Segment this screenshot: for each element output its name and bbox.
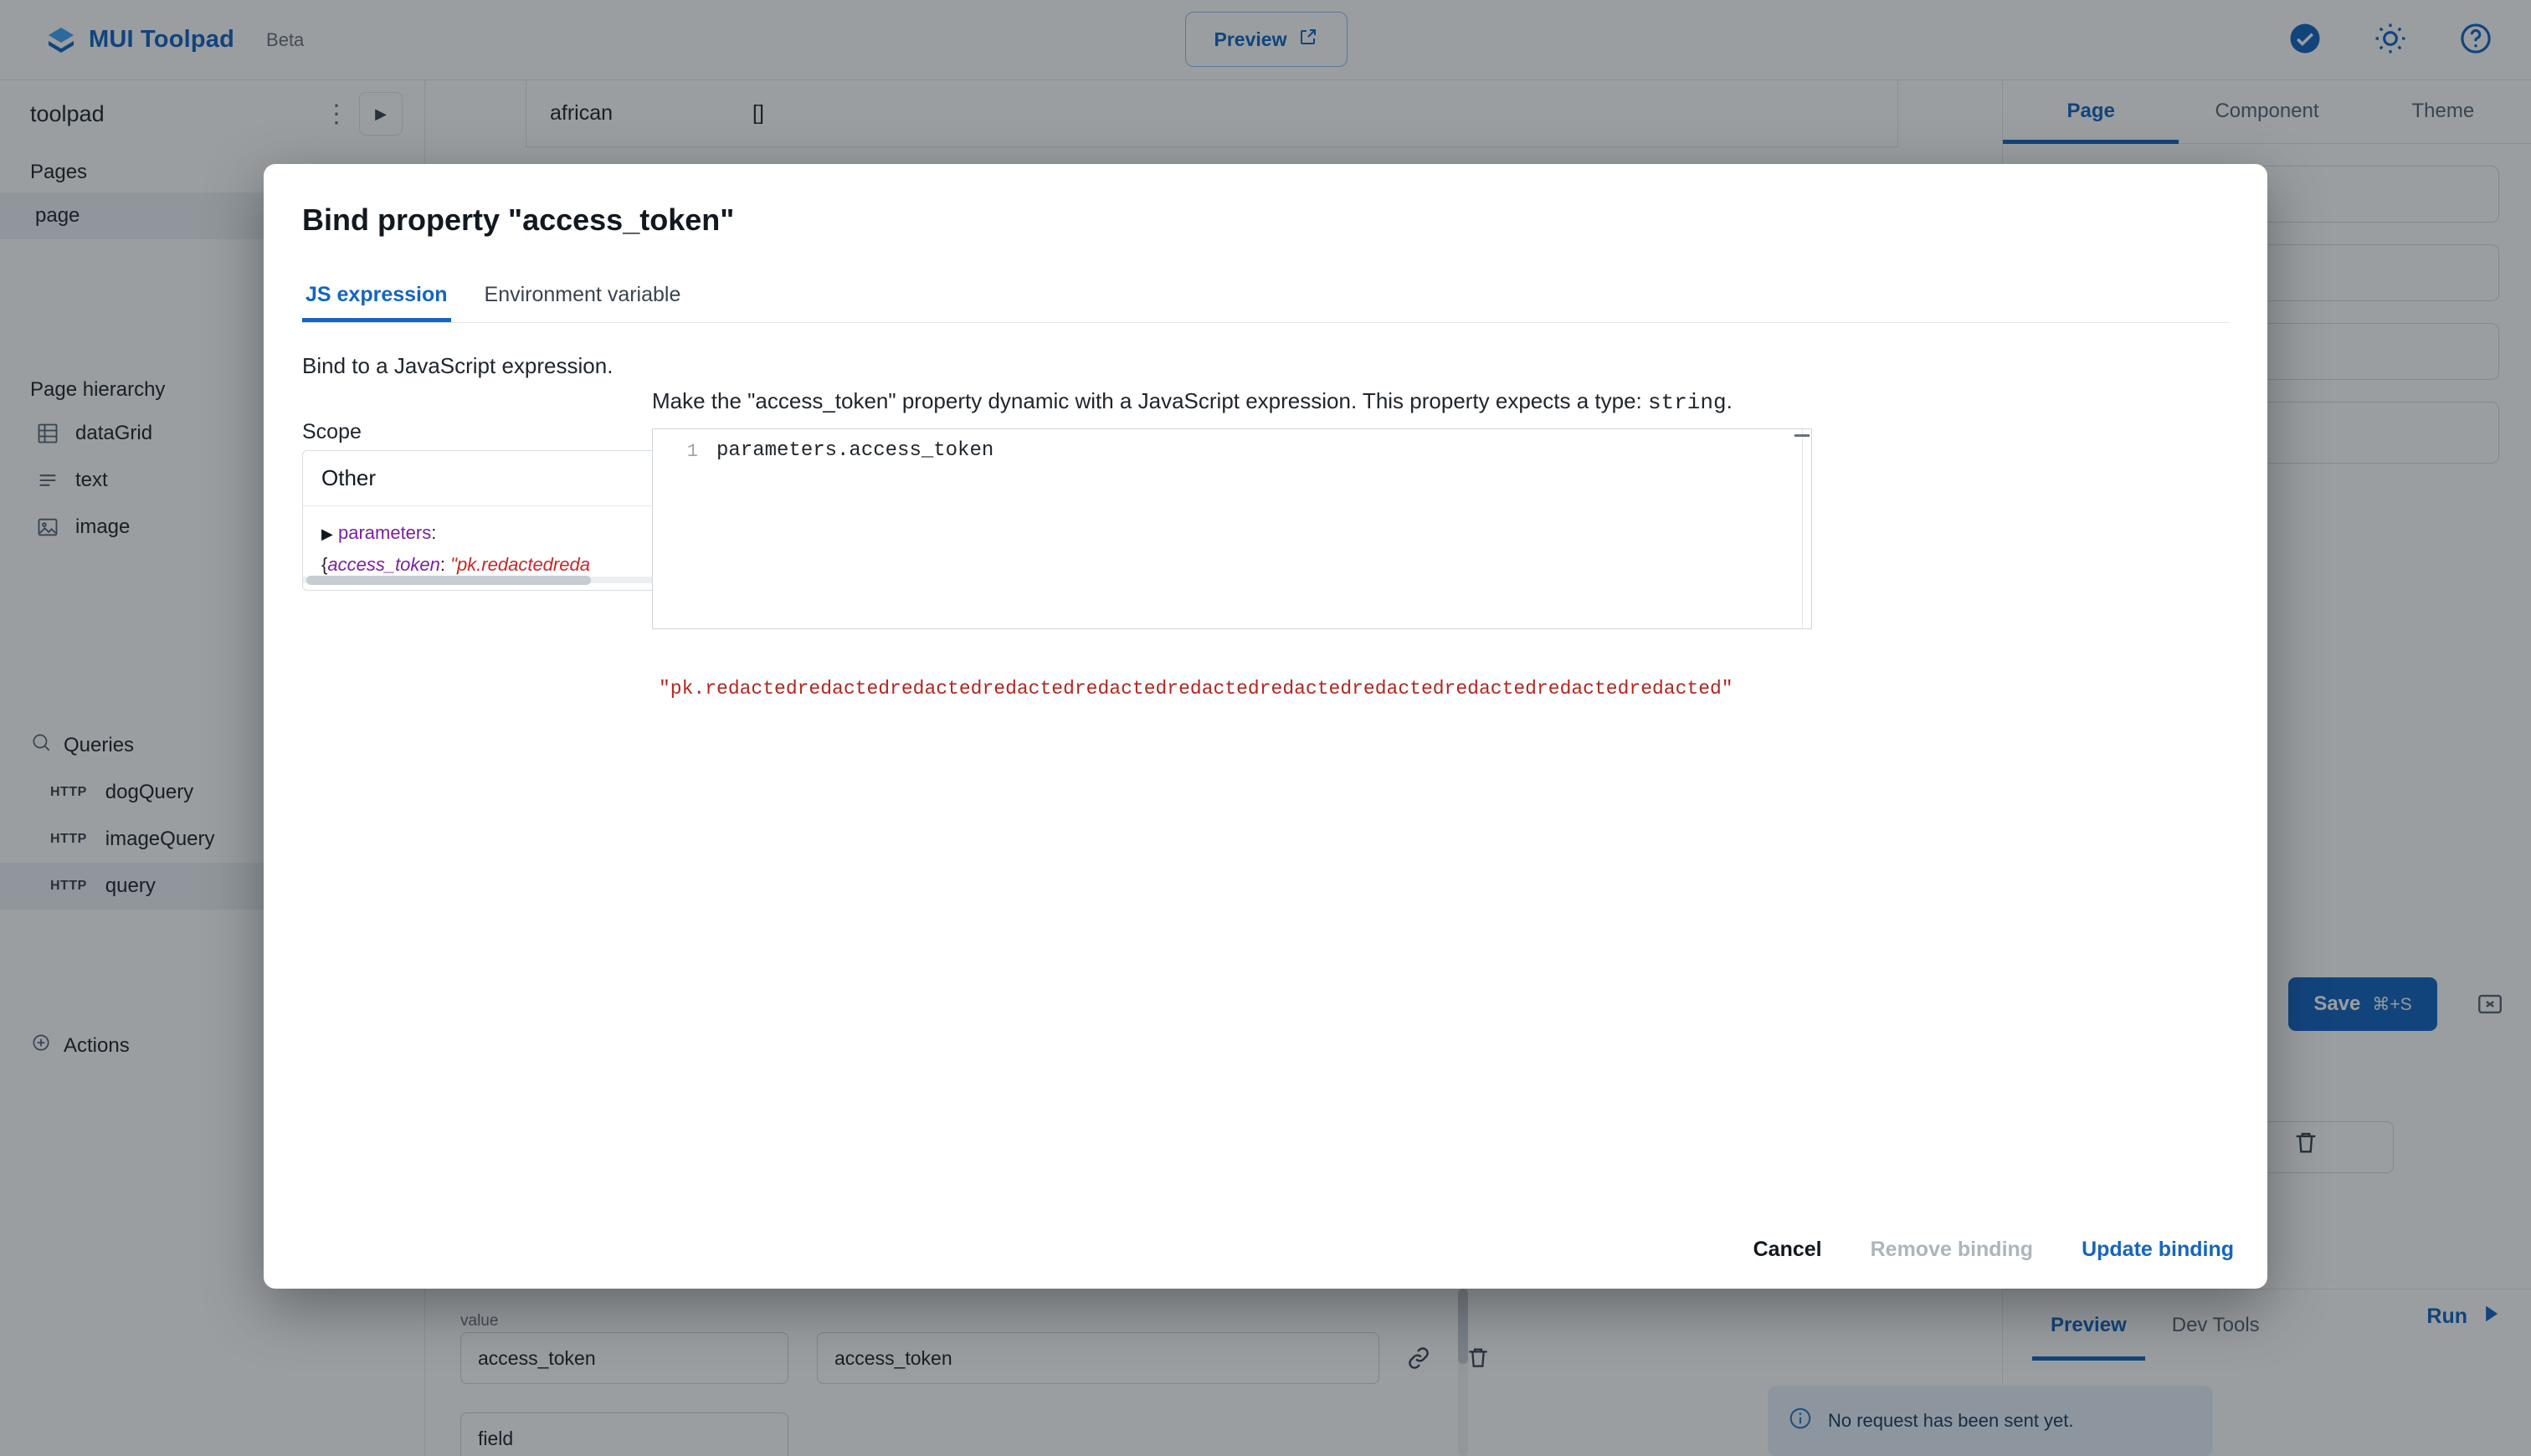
queries-label: Queries <box>64 733 135 756</box>
app-title: MUI Toolpad <box>89 26 235 53</box>
beta-badge: Beta <box>266 28 305 50</box>
query-label: dogQuery <box>105 781 194 803</box>
http-tag: HTTP <box>50 785 87 799</box>
page-hierarchy-label: Page hierarchy <box>30 378 166 401</box>
editor-resize-handle[interactable] <box>1794 434 1810 437</box>
help-type: string <box>1647 390 1727 415</box>
tab-environment-variable[interactable]: Environment variable <box>484 283 681 306</box>
preview-label: Preview <box>1214 28 1287 50</box>
update-binding-button[interactable]: Update binding <box>2082 1238 2234 1261</box>
tab-js-expression[interactable]: JS expression <box>302 283 451 322</box>
scope-sub-value: "pk.redactedreda <box>450 553 590 575</box>
editor-line-number: 1 <box>686 441 698 462</box>
expression-help-text <box>652 388 1907 415</box>
tab-theme[interactable]: Theme <box>2411 99 2475 122</box>
save-label: Save <box>2313 992 2361 1015</box>
help-prefix: Make the "access_token" property dynamic with a JavaScript expression. This property expects a type: <box>652 388 1648 413</box>
query-label: imageQuery <box>105 828 215 850</box>
hierarchy-label: image <box>75 515 131 538</box>
dialog-tabs <box>302 271 2229 323</box>
http-tag: HTTP <box>50 832 87 846</box>
scope-sub-key: access_token <box>327 553 440 575</box>
remove-binding-button[interactable]: Remove binding <box>1870 1238 2034 1261</box>
dialog-subtitle: Bind to a JavaScript expression. <box>302 353 613 378</box>
project-name: toolpad <box>30 100 105 126</box>
parameter-binding-value: access_token <box>834 1346 952 1369</box>
value-field-label: value <box>460 1312 499 1330</box>
hierarchy-label: text <box>75 469 108 491</box>
scope-label: Scope <box>302 420 362 443</box>
cancel-button[interactable]: Cancel <box>1753 1238 1822 1261</box>
dialog-actions <box>1753 1238 2234 1262</box>
more-options-icon[interactable]: ⋮ <box>324 100 351 128</box>
expand-triangle-icon[interactable]: ▶ <box>321 525 333 542</box>
editor-code[interactable]: parameters.access_token <box>716 439 994 462</box>
hierarchy-label: dataGrid <box>75 422 153 444</box>
tab-component[interactable]: Component <box>2215 99 2319 122</box>
tab-page[interactable]: Page <box>2003 80 2179 144</box>
http-tag: HTTP <box>50 879 87 893</box>
save-shortcut: ⌘+S <box>2372 994 2412 1014</box>
editor-right-rule <box>1802 429 1803 630</box>
tab-dev-tools[interactable]: Dev Tools <box>2171 1313 2260 1336</box>
scrollbar-thumb[interactable] <box>306 576 591 585</box>
js-expression-editor[interactable] <box>652 428 1812 629</box>
bind-property-dialog <box>264 164 2267 1289</box>
row-cell-value: [] <box>752 101 764 125</box>
row-cell-breed: african <box>550 101 613 125</box>
expression-result: "pk.redactedredactedredactedredactedredactedredactedredactedredactedredactedredactedredacted" <box>659 678 1733 700</box>
scope-sub-colon: : <box>439 553 446 575</box>
field-name-value: field <box>478 1427 514 1449</box>
scope-open-brace: { <box>321 553 328 575</box>
actions-label: Actions <box>64 1033 130 1057</box>
run-label: Run <box>2426 1305 2467 1328</box>
tab-preview[interactable]: Preview <box>2032 1290 2145 1361</box>
query-label: query <box>105 874 156 897</box>
scope-colon: : <box>431 522 437 543</box>
scope-key: parameters <box>337 522 432 543</box>
dialog-title: Bind property "access_token" <box>302 203 735 237</box>
parameter-name-value: access_token <box>478 1346 596 1369</box>
page-label: page <box>35 204 80 227</box>
info-text: No request has been sent yet. <box>1828 1410 2074 1431</box>
pages-section-label: Pages <box>30 161 88 183</box>
collapse-panel-button[interactable]: ▶ <box>359 92 403 136</box>
scope-group-header: Other <box>303 451 720 506</box>
help-suffix: . <box>1726 388 1733 413</box>
